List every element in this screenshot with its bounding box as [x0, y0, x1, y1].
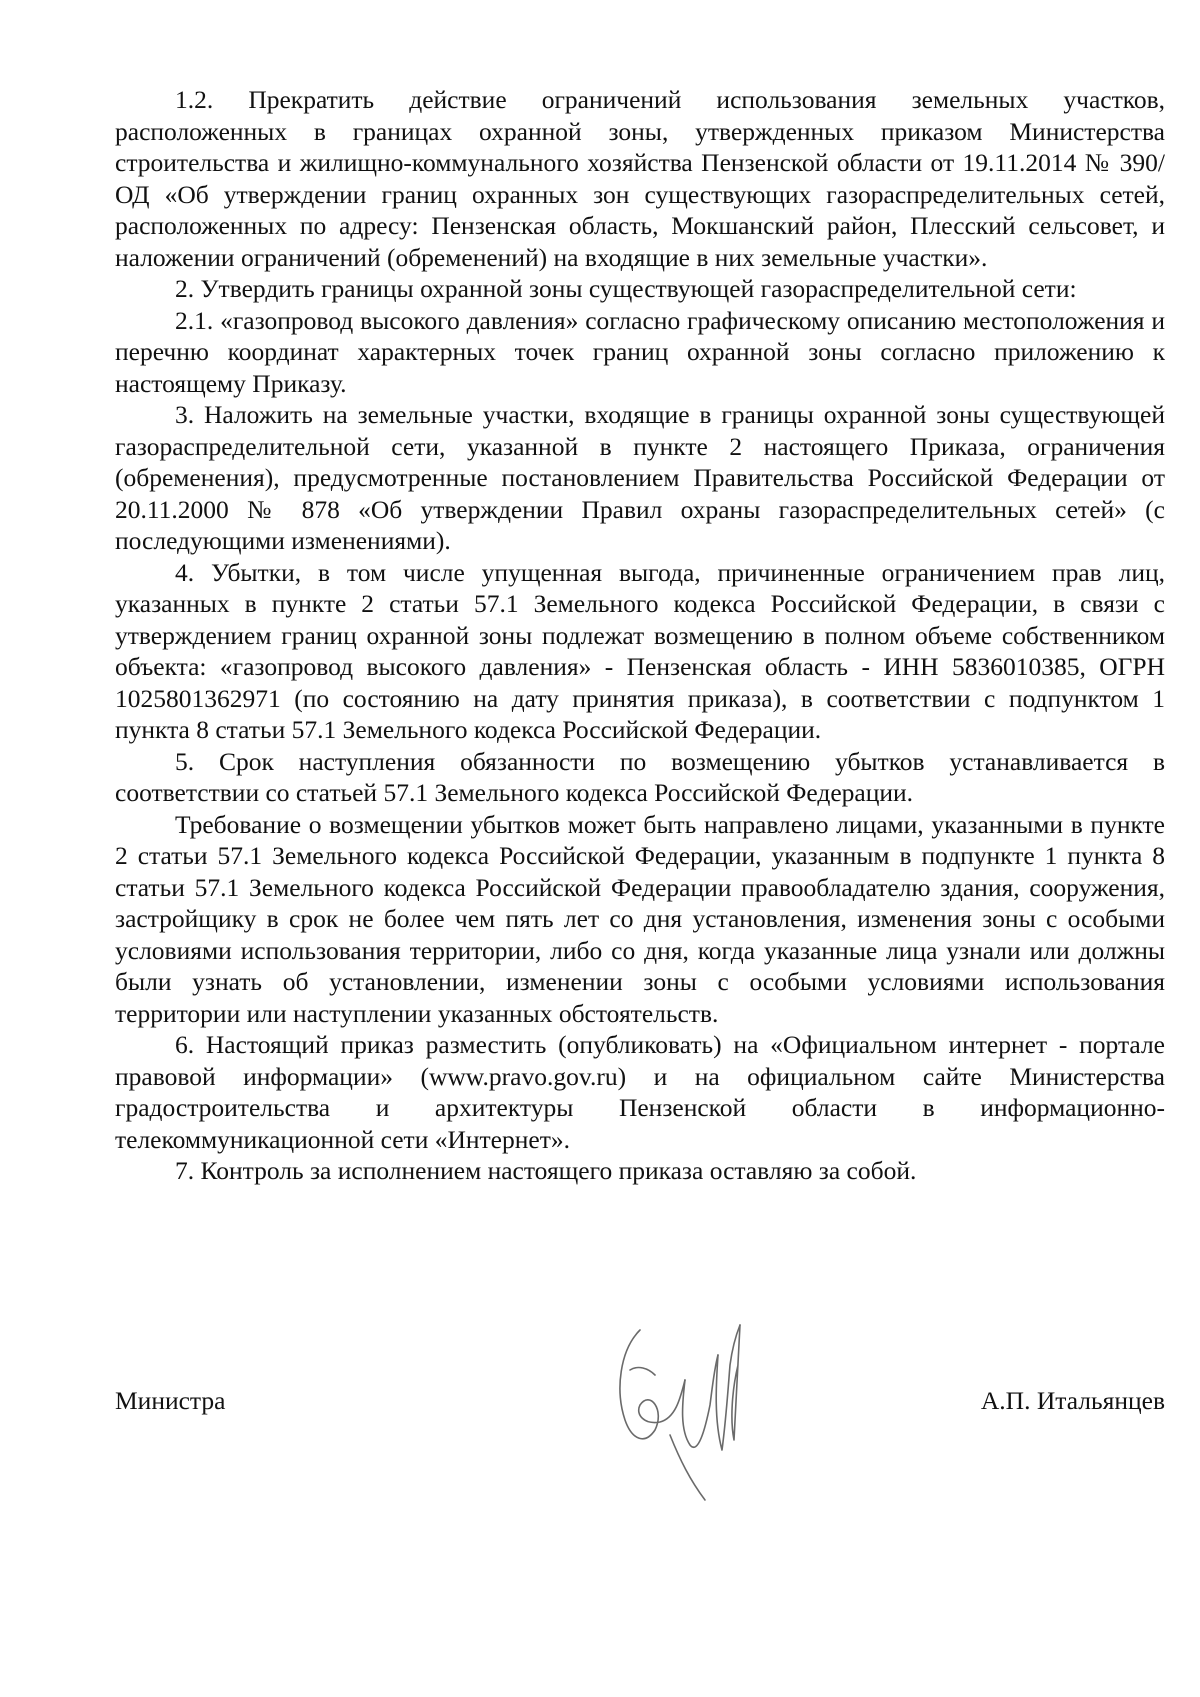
paragraph-3: 3. Наложить на земельные участки, входящие в границы охранной зоны существующей газораспределительной сети, указанной в пункте 2 настоящего Приказа, ограничения (обременения), предусмотренные постановлением Правительства Российской Федерации от 20.11.2000 № 878 «Об утверждении Правил охраны газораспределительных сетей» (с последующими изменениями).: [115, 400, 1165, 555]
handwritten-signature: [610, 1310, 790, 1510]
paragraph-2-1: 2.1. «газопровод высокого давления» согласно графическому описанию местоположения и перечню координат характерных точек границ охранной зоны согласно приложению к настоящему Приказу.: [115, 305, 1165, 398]
paragraph-6: 6. Настоящий приказ разместить (опубликовать) на «Официальном интернет - портале правовой информации» (www.pravo.gov.ru) и на официальном сайте Министерства градостроительства и архитектуры Пензенской области в информационно-телекоммуникационной сети «Интернет».: [115, 1030, 1165, 1154]
paragraph-5-claim: Требование о возмещении убытков может быть направлено лицами, указанными в пункте 2 статьи 57.1 Земельного кодекса Российской Федерации, указанным в подпункте 1 пункта 8 статьи 57.1 Земельного кодекса Российской Федерации правообладателю здания, сооружения, застройщику в срок не более чем пять лет со дня установления, изменения зоны с особыми условиями использования территории, либо со дня, когда указанные лица узнали или должны были узнать об установлении, изменении зоны с особыми условиями использования территории или наступлении указанных обстоятельств.: [115, 809, 1165, 1028]
paragraph-2: 2. Утвердить границы охранной зоны существующей газораспределительной сети:: [175, 274, 1077, 303]
document-body: [115, 84, 1165, 1187]
paragraph-5: 5. Срок наступления обязанности по возмещению убытков устанавливается в соответствии со статьей 57.1 Земельного кодекса Российской Федерации.: [115, 746, 1165, 807]
signer-name: А.П. Итальянцев: [980, 1386, 1165, 1415]
signer-position: Министра: [115, 1386, 226, 1415]
paragraph-1-2: 1.2. Прекратить действие ограничений использования земельных участков, расположенных в границах охранной зоны, утвержденных приказом Министерства строительства и жилищно-коммунального хозяйства Пензенской области от 19.11.2014 № 390/ОД «Об утверждении границ охранных зон существующих газораспределительных сетей, расположенных по адресу: Пензенская область, Мокшанский район, Плесский сельсовет, и наложении ограничений (обременений) на входящие в них земельные участки».: [115, 85, 1165, 272]
paragraph-7: 7. Контроль за исполнением настоящего приказа оставляю за собой.: [175, 1156, 917, 1185]
paragraph-4: 4. Убытки, в том числе упущенная выгода, причиненные ограничением прав лиц, указанных в пункте 2 статьи 57.1 Земельного кодекса Российской Федерации, в связи с утверждением границ охранной зоны подлежат возмещению в полном объеме собственником объекта: «газопровод высокого давления» - Пензенская область - ИНН 5836010385, ОГРН 1025801362971 (по состоянию на дату принятия приказа), в соответствии с подпунктом 1 пункта 8 статьи 57.1 Земельного кодекса Российской Федерации.: [115, 557, 1165, 744]
